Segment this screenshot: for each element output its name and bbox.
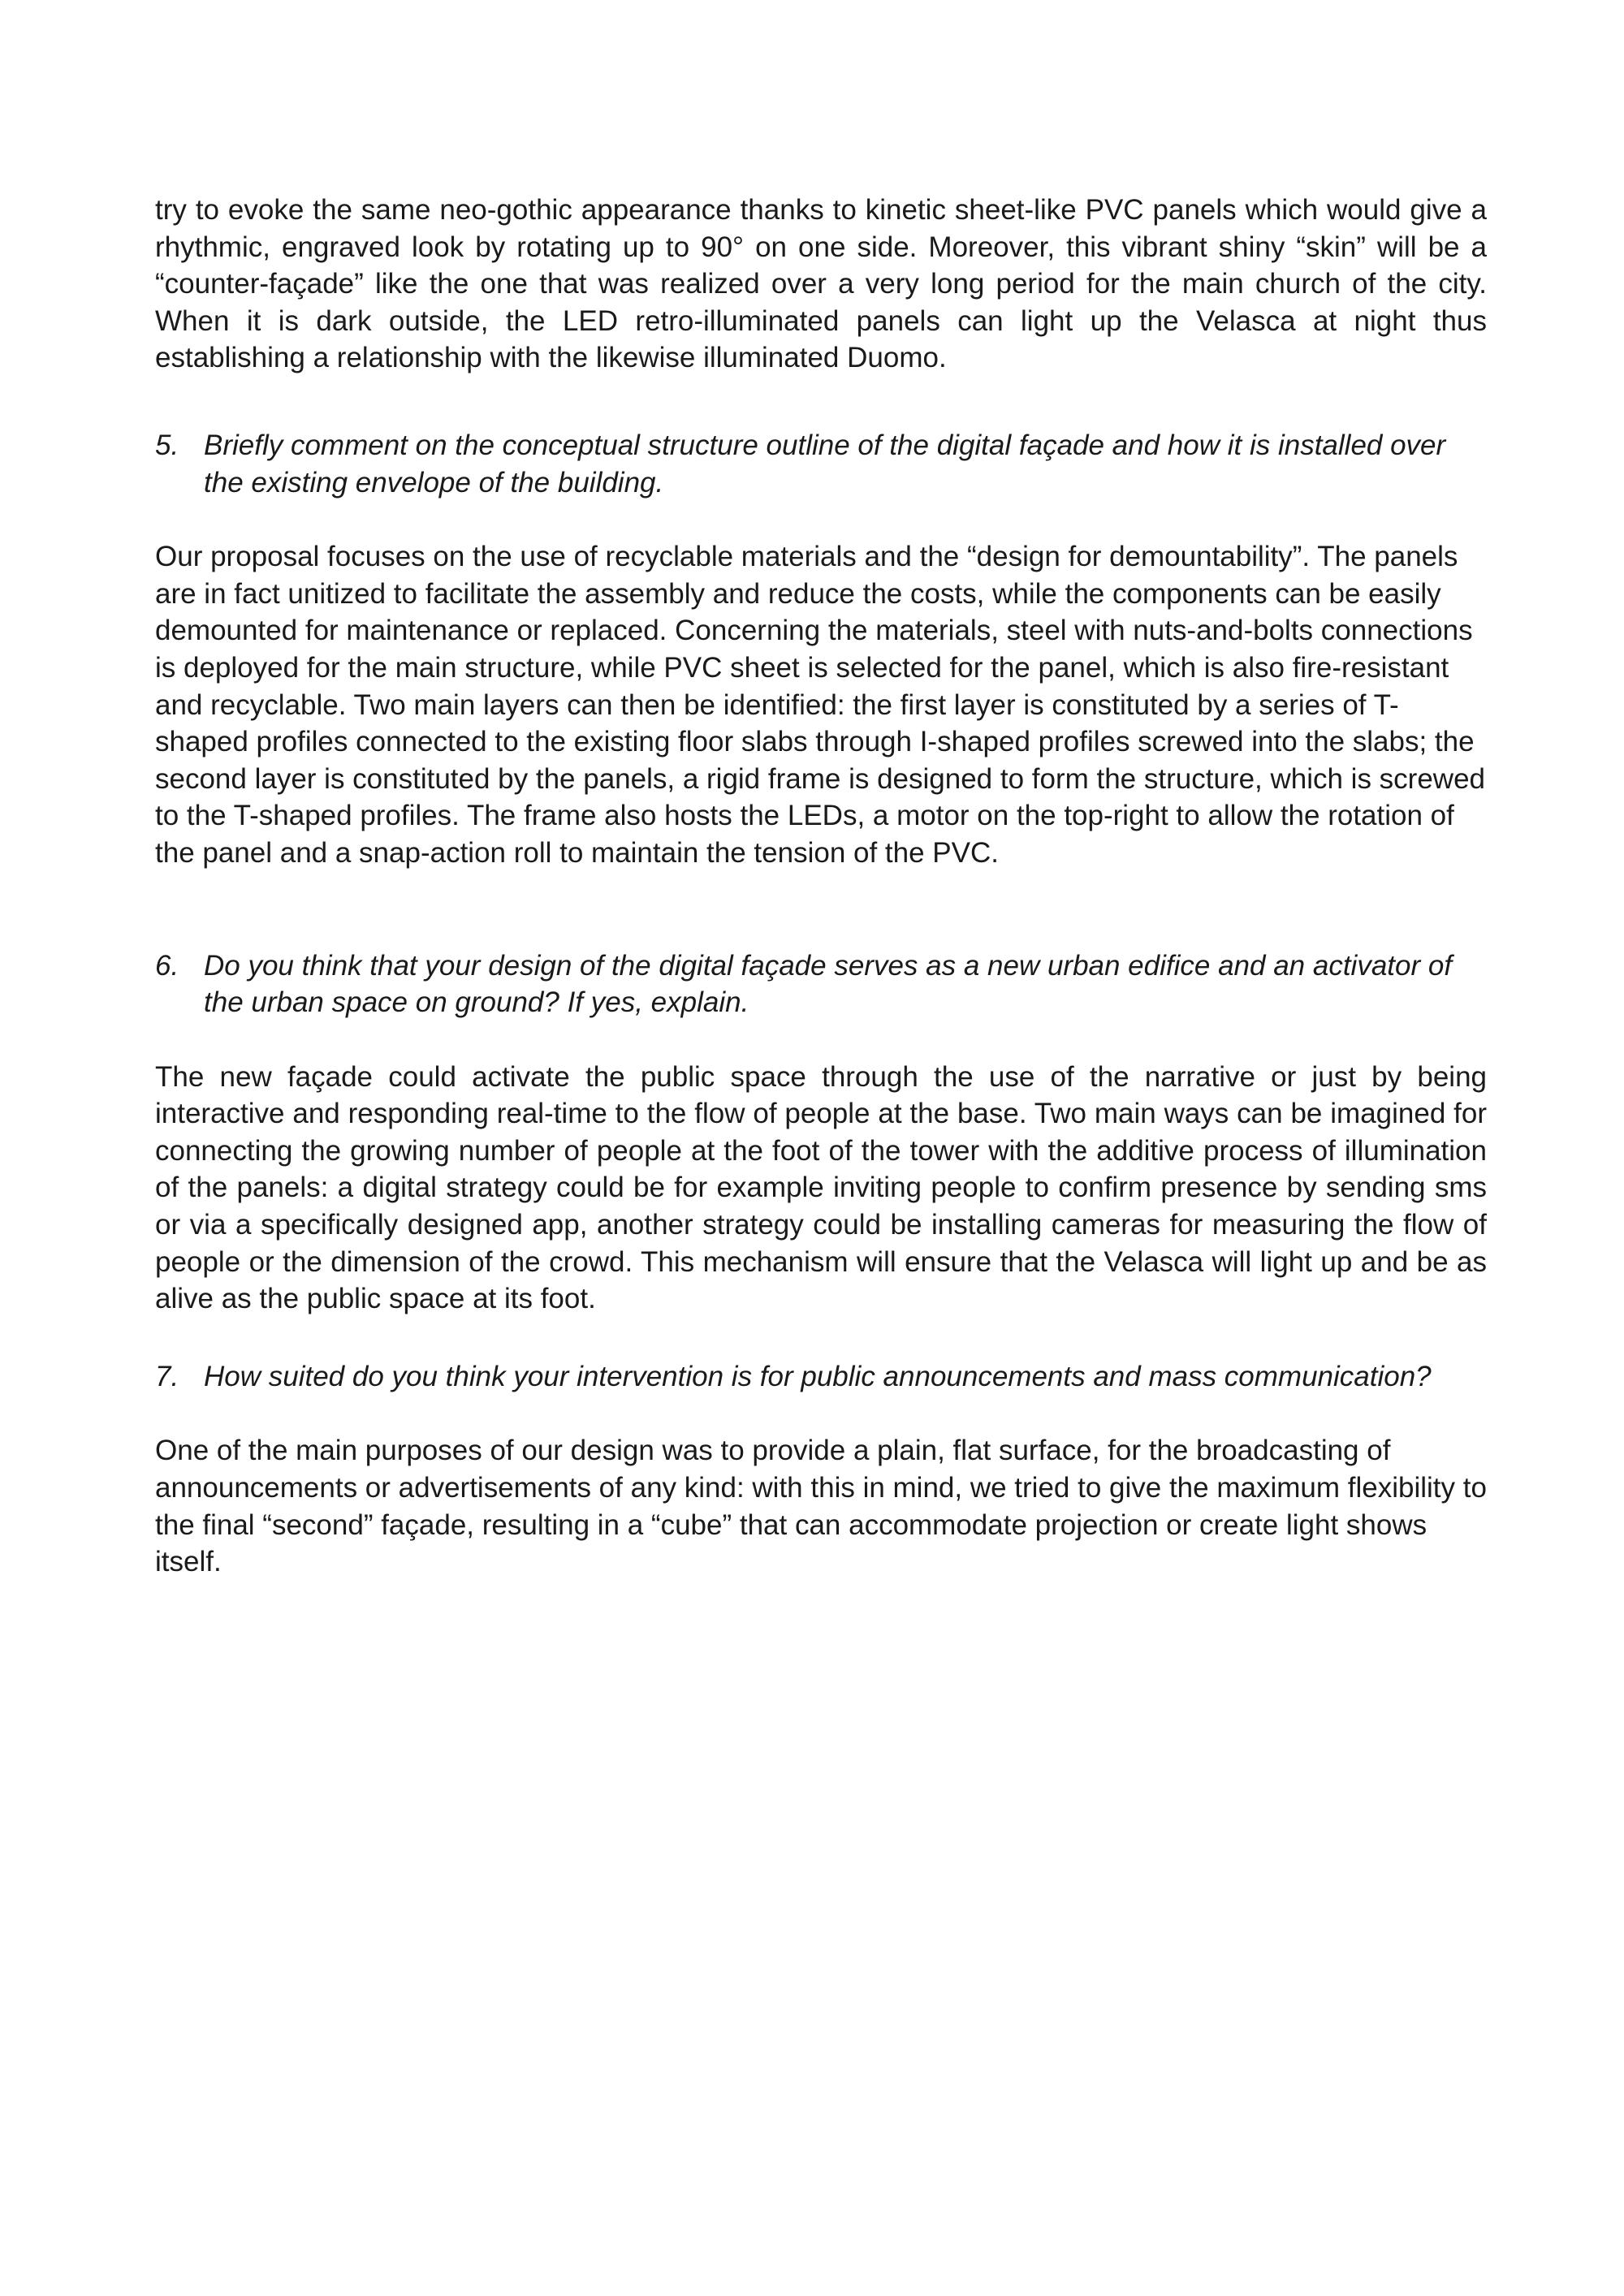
question-number: 6. bbox=[155, 949, 179, 982]
question-6 bbox=[155, 947, 1487, 1021]
spacer bbox=[155, 1021, 1487, 1059]
spacer bbox=[155, 377, 1487, 427]
question-7 bbox=[155, 1358, 1487, 1396]
question-text: Briefly comment on the conceptual structure outline of the digital façade and how it is installed over the existing envelope of the building. bbox=[204, 429, 1446, 498]
question-text: How suited do you think your intervention is for public announcements and mass communication? bbox=[204, 1360, 1432, 1392]
question-number: 5. bbox=[155, 429, 179, 461]
answer-6: The new façade could activate the public space through the use of the narrative or just by being interactive and responding real-time to the flow of people at the base. Two main ways can be imagined for connecting the growing number of people at the foot of the tower with the additive process of illumination of the panels: a digital strategy could be for example inviting people to confirm presence by sending sms or via a specifically designed app, another strategy could be installing cameras for measuring the flow of people or the dimension of the crowd. This mechanism will ensure that the Velasca will light up and be as alive as the public space at its foot. bbox=[155, 1060, 1487, 1315]
document-body bbox=[155, 192, 1487, 1581]
spacer bbox=[155, 1395, 1487, 1432]
answer-5: Our proposal focuses on the use of recyclable materials and the “design for demountability”. The panels are in fact unitized to facilitate the assembly and reduce the costs, while the components can be easily demounted for maintenance or replaced. Concerning the materials, steel with nuts-and-bolts connections is deployed for the main structure, while PVC sheet is selected for the panel, which is also fire-resistant and recyclable. Two main layers can then be identified: the first layer is constituted by a series of T-shaped profiles connected to the existing floor slabs through I-shaped profiles screwed into the slabs; the second layer is constituted by the panels, a rigid frame is designed to form the structure, which is screwed to the T-shaped profiles. The frame also hosts the LEDs, a motor on the top-right to allow the rotation of the panel and a snap-action roll to maintain the tension of the PVC. bbox=[155, 541, 1486, 869]
spacer bbox=[155, 872, 1487, 947]
spacer bbox=[155, 1318, 1487, 1358]
question-5 bbox=[155, 427, 1487, 501]
intro-paragraph: try to evoke the same neo-gothic appearance thanks to kinetic sheet-like PVC panels which would give a rhythmic, engraved look by rotating up to 90° on one side. Moreover, this vibrant shiny “skin” will be a “counter-façade” like the one that was realized over a very long period for the main church of the city. When it is dark outside, the LED retro-illuminated panels can light up the Velasca at night thus establishing a relationship with the likewise illuminated Duomo. bbox=[155, 194, 1487, 374]
spacer bbox=[155, 501, 1487, 538]
question-number: 7. bbox=[155, 1360, 179, 1392]
question-text: Do you think that your design of the digital façade serves as a new urban edifice and an activator of the urban space on ground? If yes, explain. bbox=[204, 949, 1453, 1019]
answer-7: One of the main purposes of our design was to provide a plain, flat surface, for the broadcasting of announcements or advertisements of any kind: with this in mind, we tried to give the maximum flexibility to the final “second” façade, resulting in a “cube” that can accommodate projection or create light shows itself. bbox=[155, 1435, 1487, 1578]
